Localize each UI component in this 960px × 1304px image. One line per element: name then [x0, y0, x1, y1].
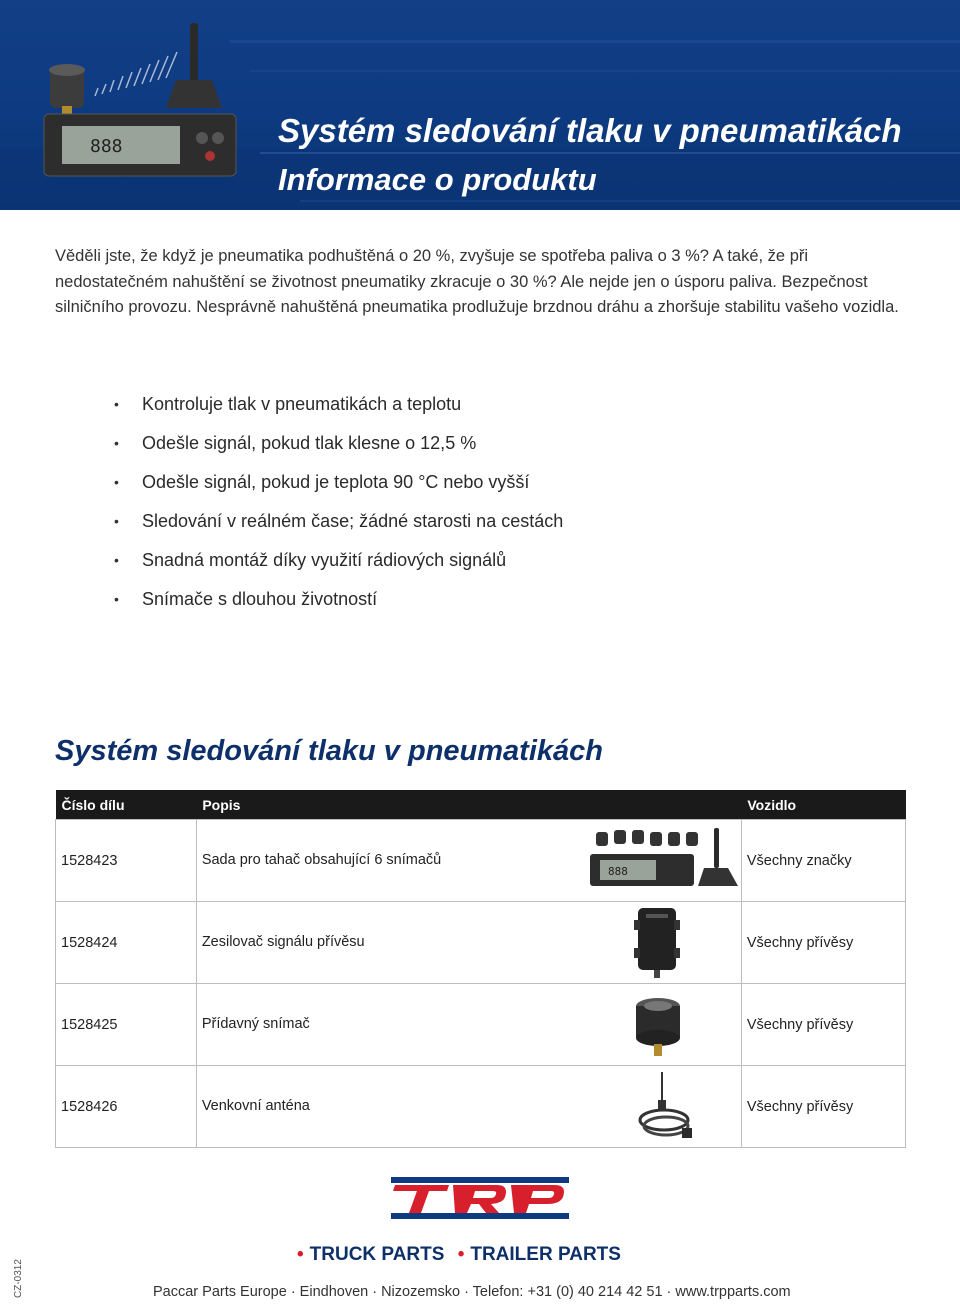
description-text: Zesilovač signálu přívěsu — [201, 934, 365, 950]
tagline-truck-parts: TRUCK PARTS — [309, 1244, 445, 1265]
tagline-bullet: • — [457, 1244, 465, 1265]
additional-sensor-image — [630, 992, 686, 1060]
table-header-row — [56, 790, 906, 820]
signal-booster-image — [632, 906, 682, 980]
cell-description — [196, 902, 741, 984]
cell-part-no: 1528424 — [56, 902, 197, 984]
cell-vehicle: Všechny přívěsy — [741, 984, 905, 1066]
svg-text:888: 888 — [607, 865, 628, 878]
feature-item: • Odešle signál, pokud je teplota 90 °C nebo vyšší — [110, 468, 810, 507]
description-text: Sada pro tahač obsahující 6 snímačů — [201, 852, 442, 868]
brand-tagline — [297, 1244, 621, 1266]
svg-text:888: 888 — [90, 136, 123, 157]
description-text: Přídavný snímač — [201, 1016, 310, 1032]
bullet-icon: • — [114, 435, 119, 451]
intro-text — [55, 244, 910, 321]
bullet-icon: • — [114, 513, 119, 529]
tagline-bullet: • — [297, 1244, 304, 1265]
tagline-trailer-parts: TRAILER PARTS — [470, 1244, 621, 1265]
cell-part-no: 1528423 — [56, 820, 197, 902]
feature-list — [110, 390, 810, 624]
cell-vehicle: Všechny přívěsy — [741, 1066, 905, 1148]
tractor-kit-image — [586, 826, 746, 894]
external-antenna-image — [634, 1070, 698, 1144]
table-row — [56, 820, 906, 902]
footer-contact: Paccar Parts Europe · Eindhoven · Nizozemsko · Telefon: +31 (0) 40 214 42 51 · www.trpparts.com — [153, 1284, 791, 1300]
trp-logo — [387, 1173, 573, 1221]
cell-part-no: 1528426 — [56, 1066, 197, 1148]
bullet-icon: • — [114, 591, 119, 607]
header-banner — [0, 0, 960, 210]
feature-item: • Kontroluje tlak v pneumatikách a teplotu — [110, 390, 810, 429]
cell-description — [196, 984, 741, 1066]
feature-item: • Snímače s dlouhou životností — [110, 585, 810, 624]
cell-vehicle: Všechny přívěsy — [741, 902, 905, 984]
page-subtitle: Informace o produktu — [278, 162, 597, 197]
tpms-product-image — [40, 18, 245, 188]
bullet-icon: • — [114, 474, 119, 490]
table-row — [56, 1066, 906, 1148]
bullet-icon: • — [114, 552, 119, 568]
bullet-icon: • — [114, 396, 119, 412]
table-row — [56, 984, 906, 1066]
intro-paragraph: Věděli jste, že když je pneumatika podhuštěná o 20 %, zvyšuje se spotřeba paliva o 3 %? A také, že při nedostatečném nahuštění se životnost pneumatiky zkracuje o 30 %? Ale nejde jen o úsporu paliva. Bezpečnost silničního provozu. Nesprávně nahuštěná pneumatika prodlužuje brzdnou dráhu a zhoršuje stabilitu vašeho vozidla. — [55, 247, 899, 316]
feature-item: • Odešle signál, pokud tlak klesne o 12,5 % — [110, 429, 810, 468]
column-header-part-no: Číslo dílu — [56, 790, 197, 820]
feature-item: • Snadná montáž díky využití rádiových signálů — [110, 546, 810, 585]
page-title: Systém sledování tlaku v pneumatikách — [278, 112, 902, 149]
cell-description — [196, 820, 741, 902]
parts-table — [55, 790, 906, 1148]
feature-item: • Sledování v reálném čase; žádné starosti na cestách — [110, 507, 810, 546]
document-code: CZ-0312 — [13, 1259, 24, 1298]
table-row — [56, 902, 906, 984]
column-header-vehicle: Vozidlo — [741, 790, 905, 820]
column-header-description: Popis — [196, 790, 741, 820]
cell-description — [196, 1066, 741, 1148]
parts-table-title: Systém sledování tlaku v pneumatikách — [55, 735, 603, 767]
cell-part-no: 1528425 — [56, 984, 197, 1066]
cell-vehicle: Všechny značky — [741, 820, 905, 902]
description-text: Venkovní anténa — [201, 1098, 310, 1114]
